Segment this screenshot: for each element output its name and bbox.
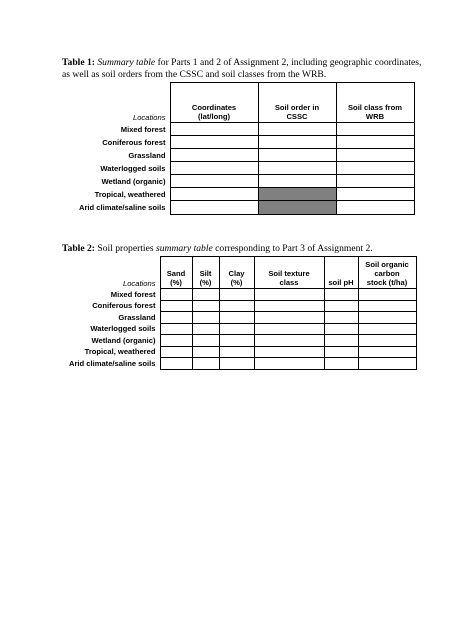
table2-cell[interactable] bbox=[219, 323, 254, 335]
table1-cell[interactable] bbox=[336, 136, 414, 149]
table1-header-soil-class: Soil class from WRB bbox=[336, 83, 414, 123]
table2-cell[interactable] bbox=[192, 358, 219, 370]
table1-cell[interactable] bbox=[258, 136, 336, 149]
table2-cell[interactable] bbox=[324, 300, 358, 312]
table1-caption-italic: Summary table bbox=[97, 57, 156, 68]
table2-cell[interactable] bbox=[324, 289, 358, 301]
table1-cell[interactable] bbox=[336, 149, 414, 162]
table2-header-sand: Sand (%) bbox=[160, 257, 192, 289]
table2-cell[interactable] bbox=[192, 346, 219, 358]
table2-cell[interactable] bbox=[219, 358, 254, 370]
table1-locations-label: Locations bbox=[132, 112, 166, 122]
table2-cell[interactable] bbox=[358, 300, 416, 312]
table2-cell[interactable] bbox=[254, 312, 324, 324]
table2 bbox=[62, 256, 417, 370]
table2-cell[interactable] bbox=[254, 289, 324, 301]
table1-cell[interactable] bbox=[336, 162, 414, 175]
table1-cell[interactable] bbox=[170, 175, 258, 188]
table1-caption bbox=[62, 57, 421, 81]
table1-cell[interactable] bbox=[258, 149, 336, 162]
table2-cell[interactable] bbox=[160, 323, 192, 335]
table2-cell[interactable] bbox=[254, 300, 324, 312]
table1-cell[interactable] bbox=[170, 136, 258, 149]
table2-cell[interactable] bbox=[160, 312, 192, 324]
table1-caption-label: Table 1: bbox=[62, 57, 95, 68]
table-row bbox=[62, 358, 416, 370]
table1-cell[interactable] bbox=[336, 188, 414, 201]
table2-cell[interactable] bbox=[254, 346, 324, 358]
table2-cell[interactable] bbox=[358, 335, 416, 347]
table1-row-label: Grassland bbox=[128, 150, 166, 160]
table2-cell[interactable] bbox=[160, 346, 192, 358]
table2-cell[interactable] bbox=[192, 289, 219, 301]
table2-caption-italic: summary table bbox=[156, 243, 213, 254]
table1-cell[interactable] bbox=[336, 175, 414, 188]
table1 bbox=[62, 82, 415, 215]
table2-cell[interactable] bbox=[254, 335, 324, 347]
table2-cell[interactable] bbox=[192, 312, 219, 324]
table2-cell[interactable] bbox=[192, 335, 219, 347]
table1-cell[interactable] bbox=[336, 201, 414, 215]
table2-row-label: Coniferous forest bbox=[92, 301, 156, 311]
table1-cell[interactable] bbox=[170, 201, 258, 215]
table2-header-silt: Silt (%) bbox=[192, 257, 219, 289]
table2-cell[interactable] bbox=[219, 289, 254, 301]
table-row bbox=[62, 175, 414, 188]
table1-cell[interactable] bbox=[170, 188, 258, 201]
table1-cell[interactable] bbox=[336, 123, 414, 136]
table-row bbox=[62, 346, 416, 358]
table1-header-coordinates: Coordinates (lat/long) bbox=[170, 83, 258, 123]
table2-cell[interactable] bbox=[358, 312, 416, 324]
table2-header-clay: Clay (%) bbox=[219, 257, 254, 289]
table-row bbox=[62, 300, 416, 312]
table-row bbox=[62, 312, 416, 324]
table-row bbox=[62, 289, 416, 301]
table2-cell[interactable] bbox=[160, 300, 192, 312]
table2-cell[interactable] bbox=[192, 300, 219, 312]
table1-cell[interactable] bbox=[258, 123, 336, 136]
table2-cell[interactable] bbox=[160, 358, 192, 370]
table-row bbox=[62, 149, 414, 162]
table2-cell[interactable] bbox=[219, 335, 254, 347]
table1-cell-shaded bbox=[258, 201, 336, 215]
table2-header-carbon: Soil organic carbon stock (t/ha) bbox=[358, 257, 416, 289]
table-row bbox=[62, 162, 414, 175]
table2-cell[interactable] bbox=[160, 335, 192, 347]
table2-cell[interactable] bbox=[219, 346, 254, 358]
table2-cell[interactable] bbox=[358, 289, 416, 301]
table2-cell[interactable] bbox=[358, 323, 416, 335]
table1-row-label: Arid climate/saline soils bbox=[78, 203, 166, 212]
table2-cell[interactable] bbox=[219, 300, 254, 312]
table2-caption-label: Table 2: bbox=[62, 243, 95, 254]
table1-row-label: Mixed forest bbox=[120, 124, 166, 134]
table1-caption-text: for Parts 1 and 2 of Assignment 2, including geographic coordinates, bbox=[155, 57, 422, 68]
table1-row-label: Tropical, weathered bbox=[94, 189, 166, 199]
table2-header-ph: soil pH bbox=[324, 257, 358, 289]
table2-cell[interactable] bbox=[192, 323, 219, 335]
table2-cell[interactable] bbox=[254, 323, 324, 335]
table-row bbox=[62, 188, 414, 201]
table2-cell[interactable] bbox=[358, 346, 416, 358]
table1-caption-line2: as well as soil orders from the CSSC and soil classes from the WRB. bbox=[62, 69, 327, 80]
table1-cell[interactable] bbox=[170, 162, 258, 175]
table2-cell[interactable] bbox=[324, 323, 358, 335]
table1-cell[interactable] bbox=[258, 175, 336, 188]
table2-cell[interactable] bbox=[324, 312, 358, 324]
table2-locations-label: Locations bbox=[122, 278, 156, 288]
table2-header-texture: Soil texture class bbox=[254, 257, 324, 289]
table2-cell[interactable] bbox=[358, 358, 416, 370]
table2-cell[interactable] bbox=[254, 358, 324, 370]
table2-cell[interactable] bbox=[219, 312, 254, 324]
table-row bbox=[62, 335, 416, 347]
table1-cell[interactable] bbox=[258, 162, 336, 175]
table1-row-label: Waterlogged soils bbox=[100, 163, 166, 173]
table2-row-label: Mixed forest bbox=[110, 289, 156, 299]
table2-row-label: Tropical, weathered bbox=[84, 347, 156, 357]
table2-row-label: Wetland (organic) bbox=[91, 335, 156, 345]
table-row bbox=[62, 201, 414, 215]
table-row bbox=[62, 136, 414, 149]
table1-row-label: Coniferous forest bbox=[102, 137, 166, 147]
table2-caption: Table 2: Soil properties summary table corresponding to Part 3 of Assignment 2. bbox=[62, 243, 373, 254]
table2-cell[interactable] bbox=[324, 346, 358, 358]
table2-row-label: Waterlogged soils bbox=[90, 324, 156, 334]
table1-cell-shaded bbox=[258, 188, 336, 201]
table1-cell[interactable] bbox=[170, 149, 258, 162]
table-row bbox=[62, 323, 416, 335]
table2-cell[interactable] bbox=[160, 289, 192, 301]
table2-row-label: Arid climate/saline soils bbox=[68, 359, 156, 368]
table1-header-soil-order: Soil order in CSSC bbox=[258, 83, 336, 123]
table-row bbox=[62, 123, 414, 136]
table1-cell[interactable] bbox=[170, 123, 258, 136]
table1-row-label: Wetland (organic) bbox=[101, 176, 166, 186]
table2-cell[interactable] bbox=[324, 335, 358, 347]
table2-cell[interactable] bbox=[324, 358, 358, 370]
table2-row-label: Grassland bbox=[118, 312, 156, 322]
